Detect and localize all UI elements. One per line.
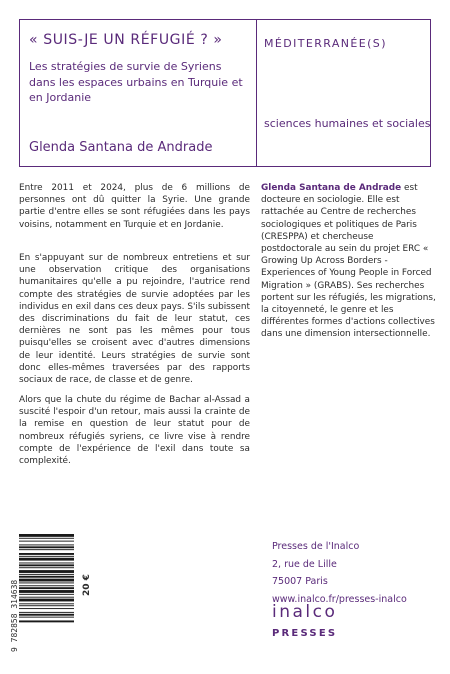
barcode-bar bbox=[19, 570, 74, 573]
barcode-bar bbox=[19, 579, 74, 582]
barcode-bar bbox=[19, 608, 74, 609]
barcode-bar bbox=[19, 549, 74, 550]
barcode-bar bbox=[19, 564, 74, 566]
barcode-bar bbox=[19, 574, 74, 575]
presses-logo-word: PRESSES bbox=[272, 628, 338, 639]
barcode-bar bbox=[19, 594, 74, 595]
barcode bbox=[19, 534, 99, 664]
bio-author-name: Glenda Santana de Andrade bbox=[261, 183, 402, 193]
inalco-logo-word: inalco bbox=[272, 602, 338, 622]
barcode-bar bbox=[19, 617, 74, 618]
summary-paragraph-2: En s'appuyant sur de nombreux entretiens et sur une observation critique des organisations humanitaires qu'elle a pu rejoindre, l'autrice rend compte des stratégies de survie adoptées par les individus en exil dans ces deux pays. S'ils subissent des discriminations du fait de leur statut, ces dernières ne sont pas les mêmes pour tous puisqu'elles se croisent avec d'autres dimensions de leur identité. Leurs stratégies de survie sont donc elles-mêmes traversées par des rapports sociaux de race, de classe et de genre. bbox=[19, 253, 250, 386]
barcode-bar bbox=[19, 620, 74, 622]
publisher-address bbox=[272, 538, 407, 608]
inalco-logo bbox=[272, 600, 352, 622]
barcode-digits-text: 9 782858 314638 bbox=[10, 579, 19, 652]
price-label bbox=[78, 566, 94, 598]
bio-text: est docteure en sociologie. Elle est rattachée au Centre de recherches sociologiques et politiques de Paris (CRESPPA) et chercheuse postdoctorale au sein du projet ERC « Growing Up Across Borders - Experiences of Young People in Forced Migration » (GRABS). Ses recherches portent sur les réfugiés, les migrations, la citoyenneté, le genre et les différentes formes d'actions collectives dans une dimension intersectionnelle. bbox=[261, 183, 436, 340]
barcode-bar bbox=[19, 590, 74, 593]
barcode-bar bbox=[19, 553, 74, 555]
barcode-bar bbox=[19, 556, 74, 557]
header-divider bbox=[256, 19, 257, 167]
publisher-street: 2, rue de Lille bbox=[272, 558, 337, 570]
publisher-name: Presses de l'Inalco bbox=[272, 541, 360, 552]
publisher-url: www.inalco.fr/presses-inalco bbox=[272, 593, 407, 605]
barcode-bar bbox=[19, 534, 74, 537]
book-title: « SUIS-JE UN RÉFUGIÉ ? » bbox=[29, 32, 223, 48]
barcode-bar bbox=[19, 544, 74, 545]
barcode-bar bbox=[19, 541, 74, 542]
barcode-bar bbox=[19, 563, 74, 564]
barcode-bar bbox=[19, 546, 74, 548]
barcode-bar bbox=[19, 614, 74, 616]
barcode-bar bbox=[19, 585, 74, 586]
barcode-bar bbox=[19, 603, 74, 604]
barcode-bar bbox=[19, 576, 74, 578]
author-bio bbox=[261, 182, 436, 341]
summary-paragraph-3: Alors que la chute du régime de Bachar al-Assad a suscité l'espoir d'un retour, mais aussi la crainte de la remise en question de leur statut pour de nombreux réfugiés syriens, ce livre vise à rendre compte de l'expérience de l'exil dans toute sa complexité. bbox=[19, 395, 250, 467]
price-text: 20 € bbox=[82, 574, 92, 596]
collection-name: sciences humaines et sociales bbox=[264, 117, 431, 130]
barcode-bar bbox=[19, 605, 74, 606]
barcode-bar bbox=[19, 599, 74, 602]
barcode-bar bbox=[19, 612, 74, 613]
book-subtitle: Les stratégies de survie de Syriens dans les espaces urbains en Turquie et en Jordanie bbox=[29, 60, 243, 104]
barcode-bars bbox=[19, 534, 74, 622]
author-name: Glenda Santana de Andrade bbox=[29, 140, 213, 155]
series-name: MÉDITERRANÉE(S) bbox=[264, 37, 387, 50]
barcode-bar bbox=[19, 587, 74, 589]
summary-paragraph-1: Entre 2011 et 2024, plus de 6 millions de personnes ont dû quitter la Syrie. Une grande partie d'entre elles se sont réfugiées dans les pays voisins, notamment en Turquie et en Jordanie. bbox=[19, 183, 250, 230]
barcode-bar bbox=[19, 597, 74, 598]
barcode-bar bbox=[19, 567, 74, 568]
barcode-bar bbox=[19, 538, 74, 539]
barcode-bar bbox=[19, 582, 74, 583]
barcode-bar bbox=[19, 558, 74, 561]
publisher-city: 75007 Paris bbox=[272, 576, 328, 587]
